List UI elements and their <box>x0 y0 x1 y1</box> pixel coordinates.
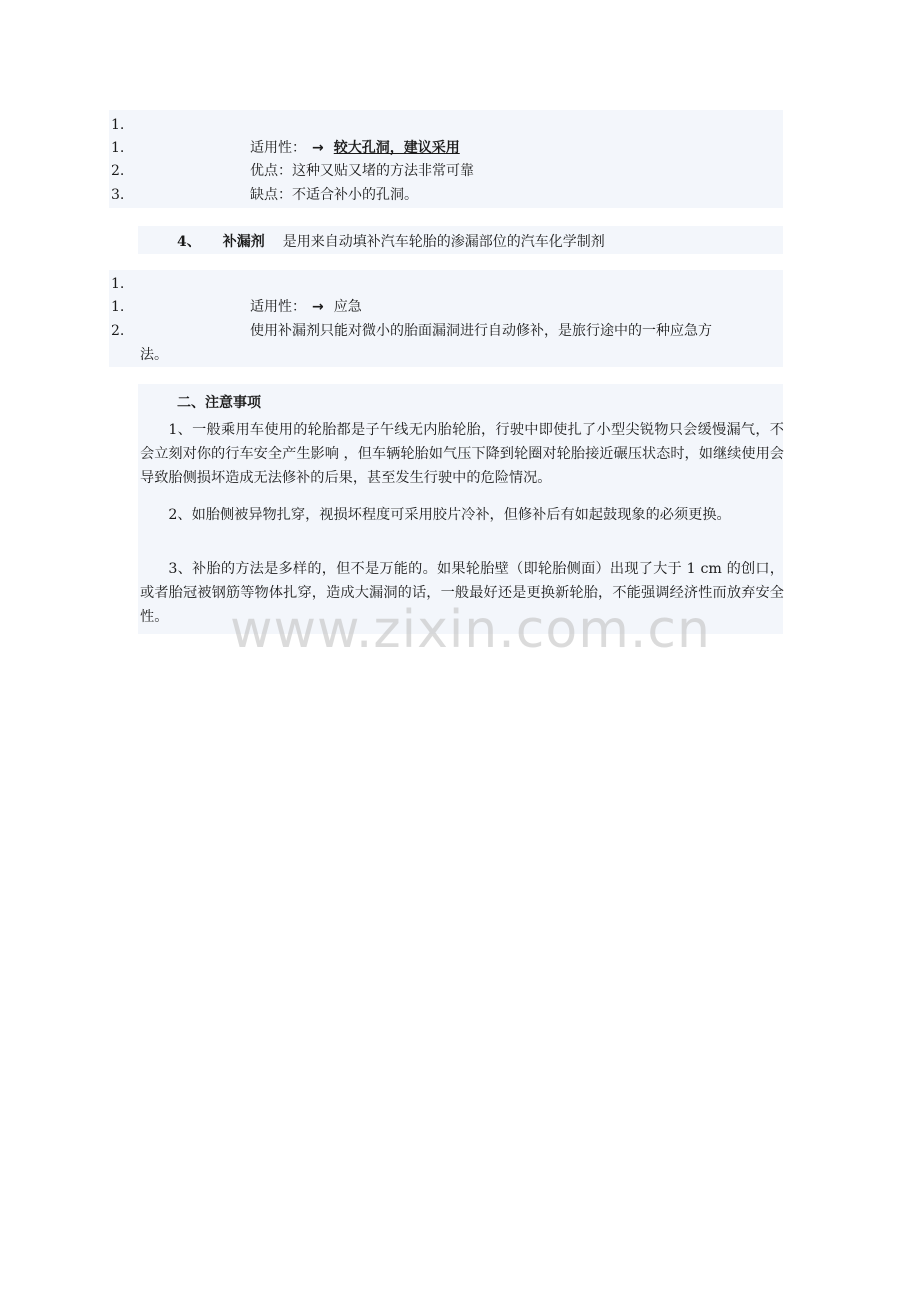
note-paragraph: 1、一般乘用车使用的轮胎都是子午线无内胎轮胎，行驶中即使扎了小型尖锐物只会缓慢漏气，不会立刻对你的行车安全产生影响 ，但车辆轮胎如气压下降到轮圈对轮胎接近碾压状态时，如继续使用会导致胎侧损坏造成无法修补的后果，甚至发生行驶中的危险情况。 <box>140 422 784 486</box>
list-number: 1. <box>111 140 125 156</box>
note-paragraph: 3、补胎的方法是多样的，但不是万能的。如果轮胎壁（即轮胎侧面）出现了大于 1 cm 的创口，或者胎冠被钢筋等物体扎穿，造成大漏洞的话，一般最好还是更换新轮胎，不能强调经济性而放弃安全性。 <box>140 561 784 625</box>
method-number: 4、 <box>177 234 201 250</box>
list-number: 2. <box>111 323 125 339</box>
note-paragraph: 2、如胎侧被异物扎穿，视损坏程度可采用胶片冷补，但修补后有如起鼓现象的必须更换。 <box>168 507 731 523</box>
list-number: 1. <box>111 117 125 133</box>
block2-background <box>109 270 783 367</box>
arrow-right-icon: → <box>312 140 324 156</box>
list-item-usage: 使用补漏剂只能对微小的胎面漏洞进行自动修补，是旅行途中的一种应急方 <box>250 323 712 339</box>
list-item-disadvantage: 缺点：不适合补小的孔洞。 <box>250 187 418 203</box>
list-item-suitability <box>250 296 362 318</box>
list-number: 1. <box>111 276 125 292</box>
section-title: 二、注意事项 <box>177 395 261 411</box>
list-number: 3. <box>111 187 125 203</box>
method-description: 是用来自动填补汽车轮胎的渗漏部位的汽车化学制剂 <box>282 234 605 250</box>
method-heading <box>177 231 605 253</box>
method-name: 补漏剂 <box>222 234 265 250</box>
list-item-suitability <box>250 137 460 159</box>
suitability-label: 适用性： <box>250 299 306 315</box>
suitability-value: 应急 <box>333 299 362 315</box>
arrow-right-icon: → <box>312 299 324 315</box>
list-item-usage-continuation: 法。 <box>140 347 168 363</box>
block1-background <box>109 110 783 208</box>
watermark: www.zixin.com.cn <box>230 600 711 660</box>
list-item-advantage: 优点：这种又贴又堵的方法非常可靠 <box>250 163 474 179</box>
list-number: 2. <box>111 163 125 179</box>
suitability-value: 较大孔洞，建议采用 <box>333 140 460 156</box>
suitability-label: 适用性： <box>250 140 306 156</box>
list-number: 1. <box>111 299 125 315</box>
